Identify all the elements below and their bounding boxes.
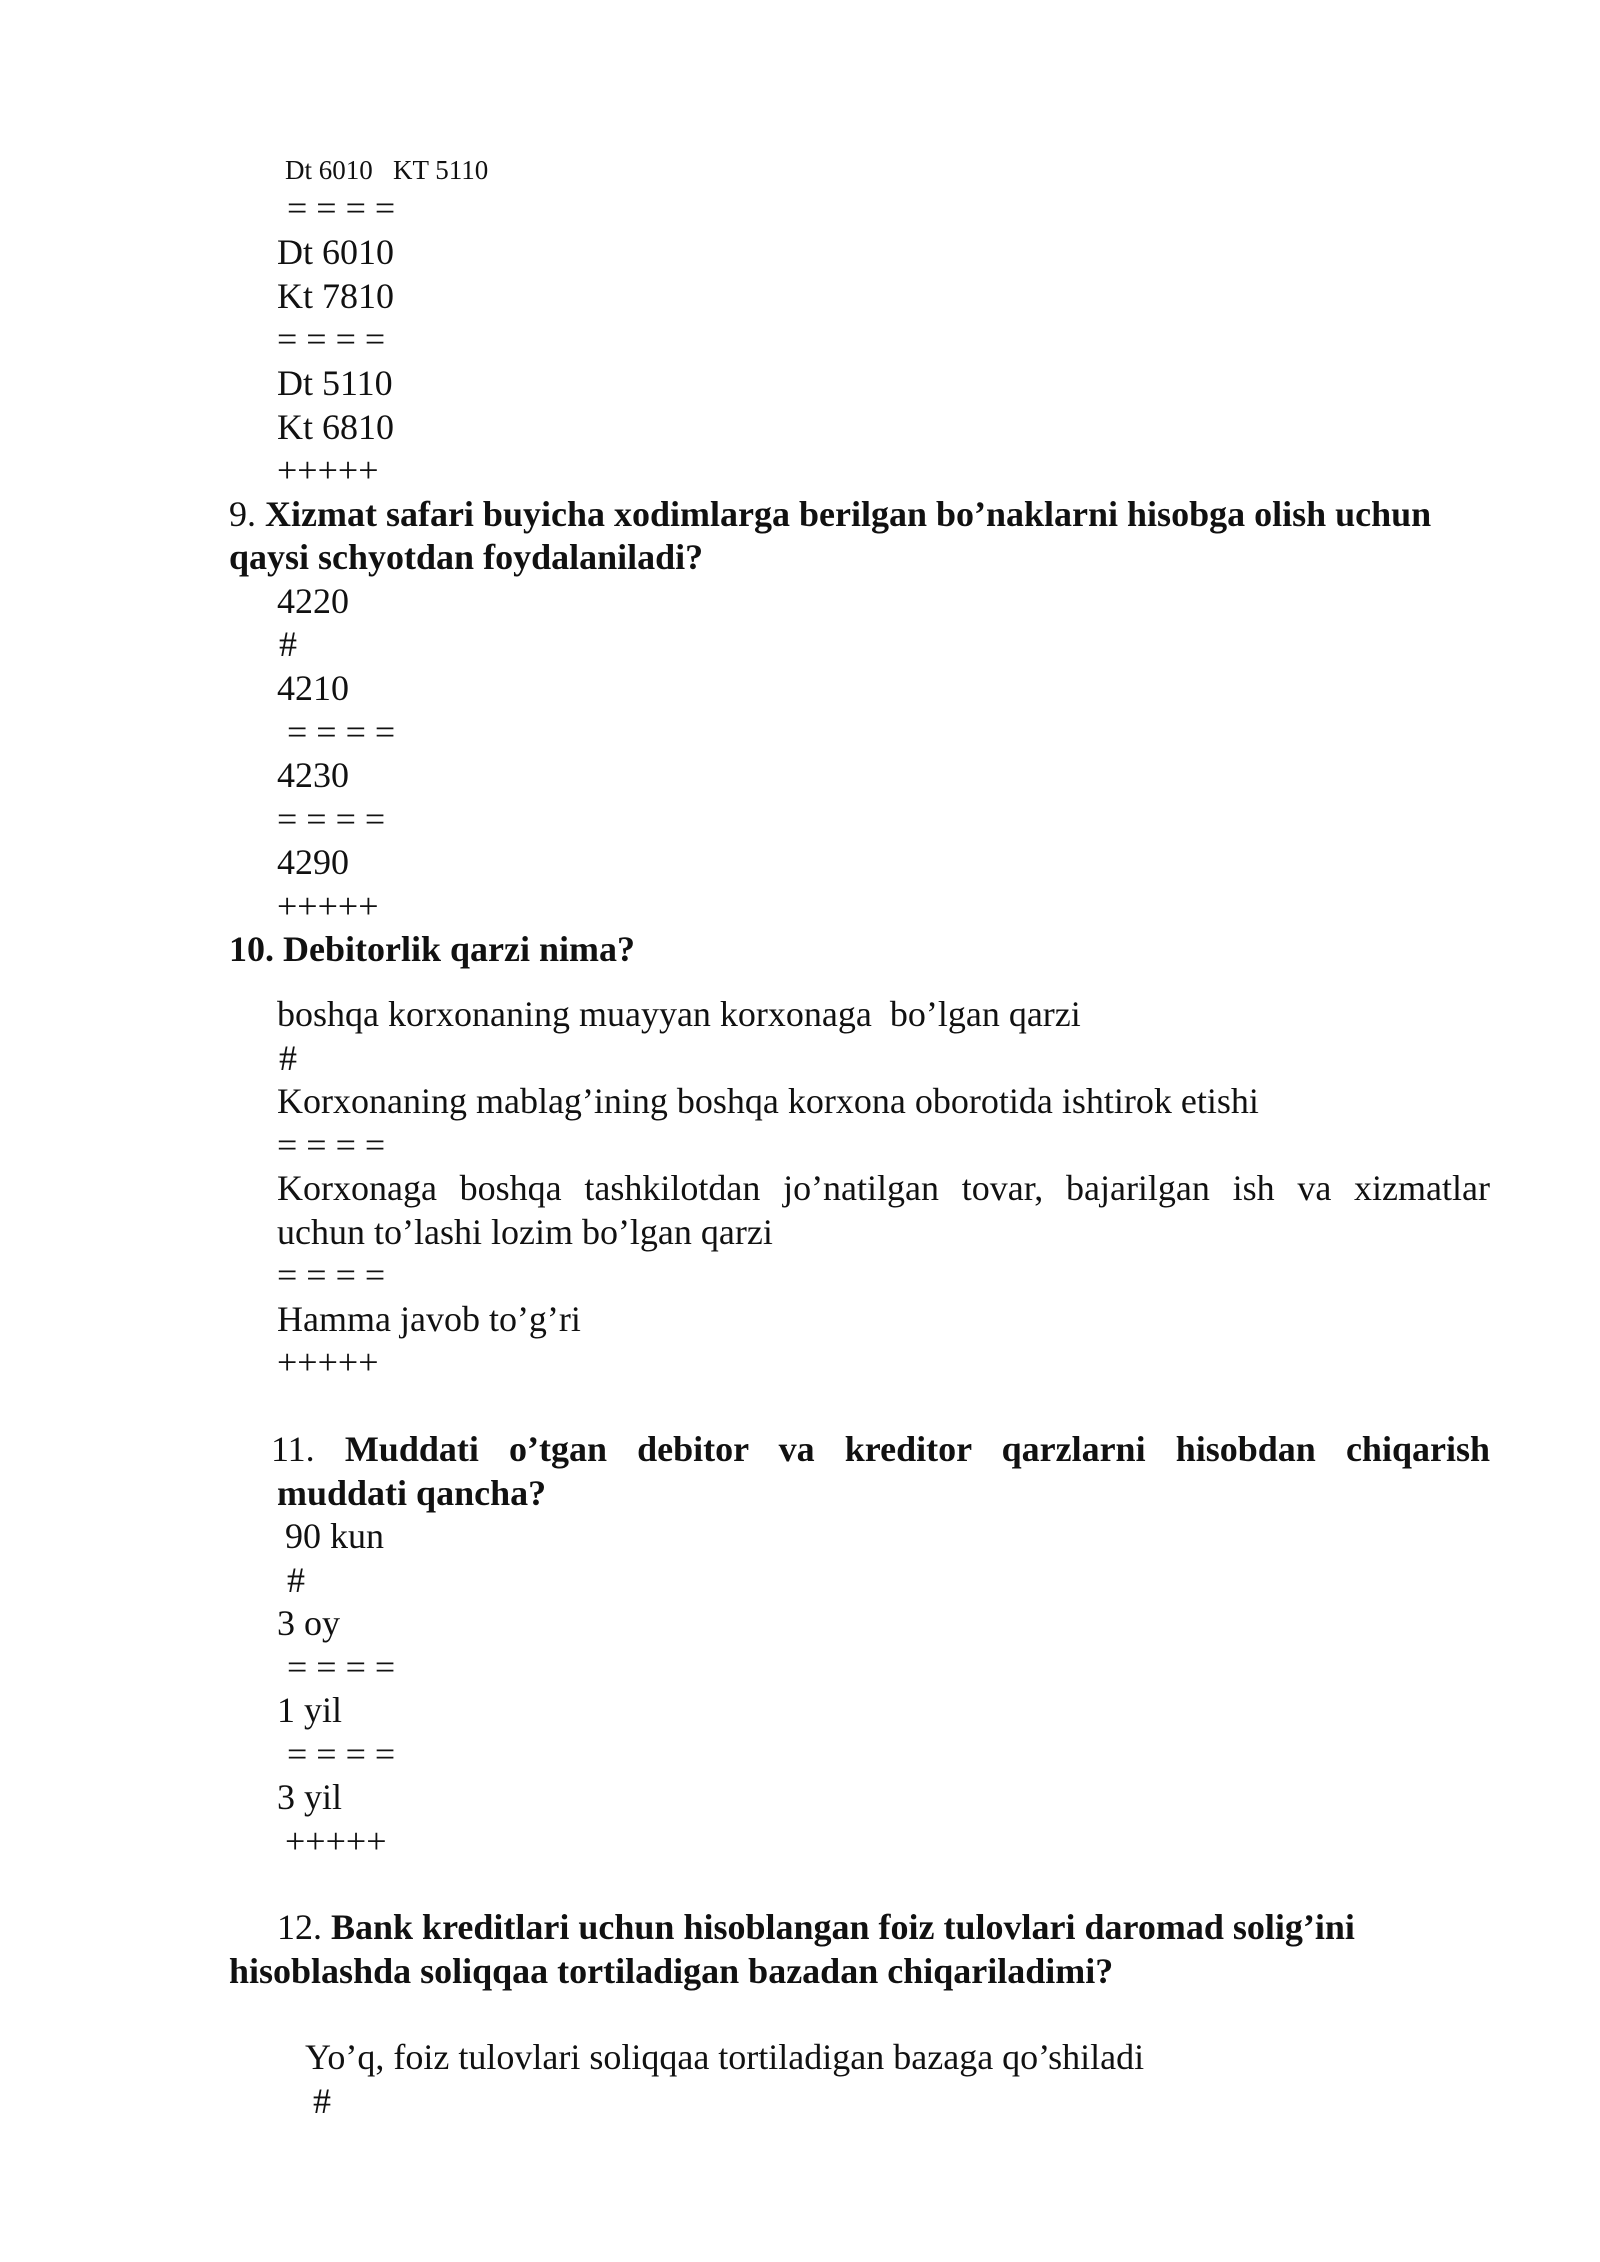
- end-marker: +++++: [277, 886, 379, 926]
- answer-option: 4220: [277, 581, 349, 621]
- answer-option: 4210: [277, 668, 349, 708]
- answer-option: 4230: [277, 755, 349, 795]
- answer-option-line1: Korxonaga boshqa tashkilotdan jo’natilgan tovar, bajarilgan ish va xizmatlar: [277, 1168, 1490, 1208]
- question-number: 9.: [229, 494, 265, 534]
- question-11-line1: [271, 1427, 1490, 1471]
- separator: = = = =: [287, 1647, 396, 1687]
- answer-option: 3 yil: [277, 1777, 343, 1817]
- question-text: Muddati o’tgan debitor va kreditor qarzlarni hisobdan chiqarish: [344, 1429, 1490, 1469]
- answer-option: Yo’q, foiz tulovlari soliqqaa tortiladigan bazaga qo’shiladi: [305, 2037, 1145, 2077]
- answer-option: 3 oy: [277, 1603, 340, 1643]
- answer-option: boshqa korxonaning muayyan korxonaga bo’lgan qarzi: [277, 994, 1081, 1034]
- entry-header: Dt 6010 KT 5110: [285, 155, 489, 185]
- question-9-line2: qaysi schyotdan foydalaniladi?: [229, 537, 704, 577]
- answer-option: 1 yil: [277, 1690, 343, 1730]
- end-marker: +++++: [277, 450, 379, 490]
- correct-marker: #: [313, 2081, 331, 2121]
- correct-marker: #: [279, 1038, 297, 1078]
- question-12-line2: hisoblashda soliqqaa tortiladigan bazadan chiqariladimi?: [229, 1951, 1114, 1991]
- question-9-line1: [229, 492, 1431, 536]
- correct-marker: #: [279, 624, 297, 664]
- question-10: 10. Debitorlik qarzi nima?: [229, 929, 635, 969]
- answer-option: Hamma javob to’g’ri: [277, 1299, 581, 1339]
- end-marker: +++++: [285, 1821, 387, 1861]
- separator: = = = =: [277, 1125, 386, 1165]
- answer-option: Kt 6810: [277, 407, 394, 447]
- separator: = = = =: [277, 799, 386, 839]
- separator: = = = =: [287, 1734, 396, 1774]
- answer-option-line2: uchun to’lashi lozim bo’lgan qarzi: [277, 1212, 773, 1252]
- separator: = = = =: [287, 188, 396, 228]
- question-number: 12.: [277, 1907, 331, 1947]
- answer-option: 4290: [277, 842, 349, 882]
- correct-marker: #: [287, 1560, 305, 1600]
- answer-option: Dt 6010: [277, 232, 394, 272]
- question-text: Bank kreditlari uchun hisoblangan foiz tulovlari daromad solig’ini: [331, 1907, 1355, 1947]
- answer-option: 90 kun: [285, 1516, 384, 1556]
- separator: = = = =: [277, 1255, 386, 1295]
- answer-option: Kt 7810: [277, 276, 394, 316]
- question-12-line1: [277, 1905, 1355, 1949]
- end-marker: +++++: [277, 1342, 379, 1382]
- separator: = = = =: [277, 319, 386, 359]
- answer-option: Korxonaning mablag’ining boshqa korxona oborotida ishtirok etishi: [277, 1081, 1259, 1121]
- answer-option: Dt 5110: [277, 363, 393, 403]
- question-text: Xizmat safari buyicha xodimlarga berilgan bo’naklarni hisobga olish uchun: [265, 494, 1432, 534]
- question-number: 11.: [271, 1429, 345, 1469]
- question-11-line2: muddati qancha?: [277, 1473, 547, 1513]
- separator: = = = =: [287, 712, 396, 752]
